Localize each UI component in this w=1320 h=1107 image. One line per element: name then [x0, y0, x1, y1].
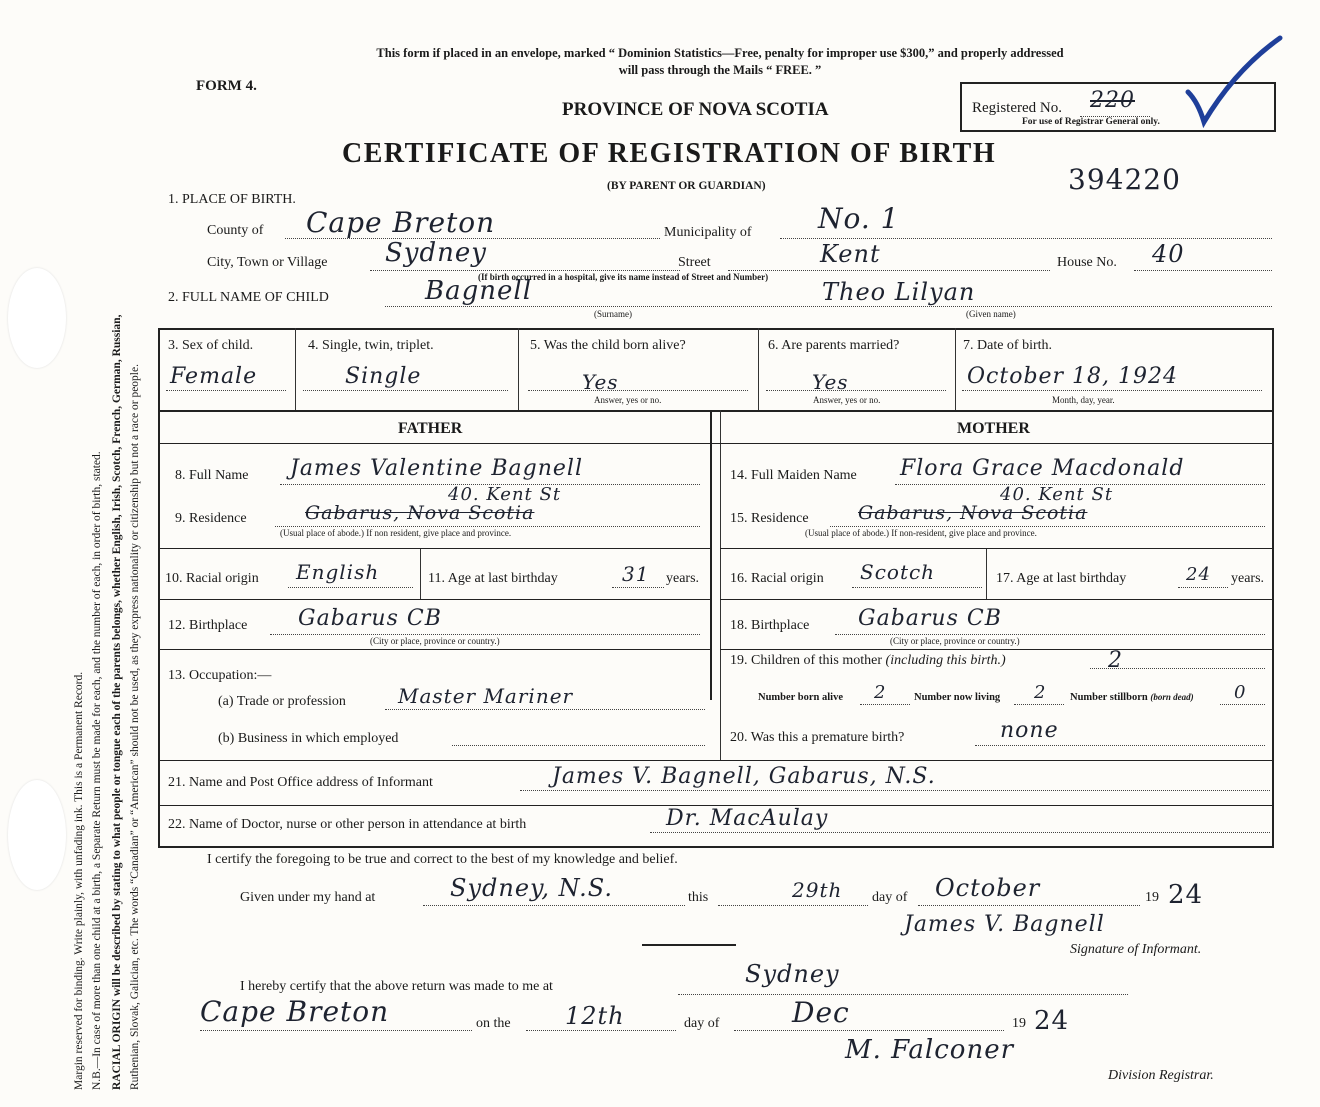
checkmark-icon — [1180, 30, 1290, 130]
mail-note — [250, 45, 1190, 79]
married-value: Yes — [812, 370, 849, 394]
premature-value: none — [1000, 718, 1059, 743]
married-label: 6. Are parents married? — [768, 338, 900, 353]
father-residence-struck: Gabarus, Nova Scotia — [305, 502, 535, 524]
informant-label: 21. Name and Post Office address of Informant — [168, 775, 433, 790]
father-heading: FATHER — [398, 420, 463, 437]
doctor-label: 22. Name of Doctor, nurse or other person in attendance at birth — [168, 817, 527, 832]
margin-note-4: Ruthenian, Slovak, Galician, etc. The words “Canadian” or “American” should not be used, as they express nationality or citizenship but not a race or people. — [129, 364, 141, 1090]
certificate-title: CERTIFICATE OF REGISTRATION OF BIRTH — [342, 138, 997, 169]
house-value: 40 — [1152, 240, 1185, 268]
plurality-label: 4. Single, twin, triplet. — [308, 338, 434, 353]
born-alive-value: Yes — [582, 370, 619, 394]
stillborn-count: 0 — [1234, 682, 1247, 703]
house-label: House No. — [1057, 255, 1117, 270]
mother-residence-label: 15. Residence — [730, 511, 809, 526]
city-label: City, Town or Village — [207, 255, 328, 270]
binding-hole-top — [8, 268, 66, 368]
father-birthplace-caption: (City or place, province or country.) — [370, 636, 500, 646]
premature-label: 20. Was this a premature birth? — [730, 730, 905, 745]
mother-birthplace-caption: (City or place, province or country.) — [890, 636, 1020, 646]
mother-residence-caption: (Usual place of abode.) If non-resident, give place and province. — [805, 528, 1037, 538]
registrar-year-prefix: 19 — [1012, 1016, 1026, 1031]
mother-residence-struck: Gabarus, Nova Scotia — [858, 502, 1088, 524]
stamp-number: 394220 — [1068, 163, 1181, 196]
margin-note-2: N.B.—In case of more than one child at a birth, a Separate Return must be made for each, and the number of each, in order of birth, stated. — [91, 451, 103, 1090]
father-residence-caption: (Usual place of abode.) If non resident, give place and province. — [280, 528, 512, 538]
mail-note-line2: will pass through the Mails “ FREE. ” — [618, 63, 822, 77]
married-caption: Answer, yes or no. — [813, 395, 881, 405]
date-of-birth-label: 7. Date of birth. — [963, 338, 1053, 353]
child-name-label: 2. FULL NAME OF CHILD — [168, 290, 329, 305]
mother-years-label: years. — [1231, 571, 1265, 586]
plurality-value: Single — [345, 364, 422, 389]
street-value: Kent — [820, 240, 881, 268]
date-caption: Month, day, year. — [1052, 395, 1115, 405]
registrar-on-label: on the — [476, 1016, 511, 1031]
mother-name-value: Flora Grace Macdonald — [900, 456, 1185, 481]
mother-residence-value: 40. Kent St — [1000, 484, 1114, 505]
registrar-day: 12th — [565, 1002, 625, 1030]
day-of-label: day of — [872, 890, 908, 905]
father-name-label: 8. Full Name — [175, 468, 249, 483]
born-alive-count: 2 — [874, 682, 887, 703]
child-surname: Bagnell — [425, 276, 533, 306]
this-label: this — [688, 890, 709, 905]
informant-signature-caption: Signature of Informant. — [1070, 942, 1202, 957]
mother-race-value: Scotch — [860, 560, 936, 584]
mother-birthplace-value: Gabarus CB — [858, 606, 1002, 631]
now-living-label: Number now living — [914, 692, 1001, 703]
born-alive-caption: Answer, yes or no. — [594, 395, 662, 405]
surname-caption: (Surname) — [594, 309, 632, 319]
sex-label: 3. Sex of child. — [168, 338, 254, 353]
children-label-note: (including this birth.) — [885, 653, 1006, 668]
binding-hole-bottom — [8, 780, 66, 890]
registered-number: 220 — [1090, 88, 1135, 113]
municipality-value: No. 1 — [818, 202, 900, 235]
occupation-label: 13. Occupation:— — [168, 668, 272, 683]
certificate-subtitle: (BY PARENT OR GUARDIAN) — [607, 180, 766, 192]
given-day: 29th — [792, 878, 843, 902]
father-birthplace-value: Gabarus CB — [298, 606, 442, 631]
given-place: Sydney, N.S. — [450, 874, 613, 902]
given-year-prefix: 19 — [1145, 890, 1159, 905]
father-race-value: English — [296, 560, 380, 584]
stillborn-label — [1070, 692, 1194, 703]
given-year: 24 — [1168, 880, 1204, 910]
street-label: Street — [678, 255, 711, 270]
registrar-signature: M. Falconer — [845, 1035, 1015, 1065]
margin-note-3: RACIAL ORIGIN will be described by stating to what people or tongue each of the parents belongs, whether English, Irish, Scotch, French, German, Russian, — [111, 314, 123, 1090]
father-birthplace-label: 12. Birthplace — [168, 618, 248, 633]
hospital-note: (If birth occurred in a hospital, give its name instead of Street and Number) — [478, 272, 769, 282]
mother-heading: MOTHER — [957, 420, 1030, 437]
stillborn-label-text: Number stillborn — [1070, 692, 1148, 703]
registrar-day-of-label: day of — [684, 1016, 720, 1031]
born-alive-count-label: Number born alive — [758, 692, 843, 703]
trade-label: (a) Trade or profession — [218, 694, 346, 709]
children-label — [730, 653, 1006, 669]
registrar-caption: Division Registrar. — [1108, 1068, 1214, 1083]
informant-signature: James V. Bagnell — [904, 912, 1105, 937]
trade-value: Master Mariner — [398, 684, 574, 708]
margin-note-1: Margin reserved for binding. Write plainly, with unfading ink. This is a Permanent Record. — [73, 671, 85, 1090]
father-residence-label: 9. Residence — [175, 511, 247, 526]
father-age-label: 11. Age at last birthday — [428, 571, 558, 586]
mother-age-value: 24 — [1186, 564, 1211, 585]
given-caption: (Given name) — [966, 309, 1016, 319]
mail-note-line1: This form if placed in an envelope, marked “ Dominion Statistics—Free, penalty for improper use $300,” and properly addressed — [376, 46, 1064, 60]
form-number: FORM 4. — [196, 78, 257, 94]
father-race-label: 10. Racial origin — [165, 571, 259, 586]
father-years-label: years. — [666, 571, 700, 586]
registrar-statement: I hereby certify that the above return was made to me at — [240, 979, 553, 994]
registrar-only-note: For use of Registrar General only. — [1022, 117, 1160, 127]
sex-value: Female — [170, 364, 258, 389]
born-alive-label: 5. Was the child born alive? — [530, 338, 686, 353]
father-age-value: 31 — [622, 562, 650, 586]
stillborn-note: (born dead) — [1150, 692, 1194, 702]
city-value: Sydney — [385, 238, 487, 268]
registrar-year: 24 — [1034, 1006, 1070, 1036]
children-label-text: 19. Children of this mother — [730, 653, 883, 668]
registered-label: Registered No. — [972, 100, 1062, 116]
business-label: (b) Business in which employed — [218, 731, 399, 746]
mother-name-label: 14. Full Maiden Name — [730, 468, 857, 483]
date-of-birth-value: October 18, 1924 — [967, 364, 1179, 389]
father-name-value: James Valentine Bagnell — [290, 456, 583, 481]
mother-age-label: 17. Age at last birthday — [996, 571, 1127, 586]
registrar-county: Cape Breton — [200, 995, 390, 1028]
certify-statement: I certify the foregoing to be true and correct to the best of my knowledge and belief. — [207, 852, 678, 867]
now-living-count: 2 — [1034, 682, 1047, 703]
informant-value: James V. Bagnell, Gabarus, N.S. — [552, 764, 936, 789]
province-heading: PROVINCE OF NOVA SCOTIA — [562, 99, 829, 120]
registrar-month: Dec — [792, 996, 850, 1029]
given-under-label: Given under my hand at — [240, 890, 376, 905]
father-residence-value: 40. Kent St — [448, 484, 562, 505]
registrar-place: Sydney — [745, 960, 840, 988]
doctor-value: Dr. MacAulay — [666, 806, 829, 831]
place-of-birth-label: 1. PLACE OF BIRTH. — [168, 192, 296, 207]
given-month: October — [935, 874, 1041, 902]
mother-birthplace-label: 18. Birthplace — [730, 618, 810, 633]
child-given-name: Theo Lilyan — [822, 278, 976, 306]
county-label: County of — [207, 223, 264, 238]
county-value: Cape Breton — [306, 206, 496, 239]
children-value: 2 — [1108, 648, 1123, 673]
mother-race-label: 16. Racial origin — [730, 571, 824, 586]
municipality-label: Municipality of — [664, 225, 752, 240]
